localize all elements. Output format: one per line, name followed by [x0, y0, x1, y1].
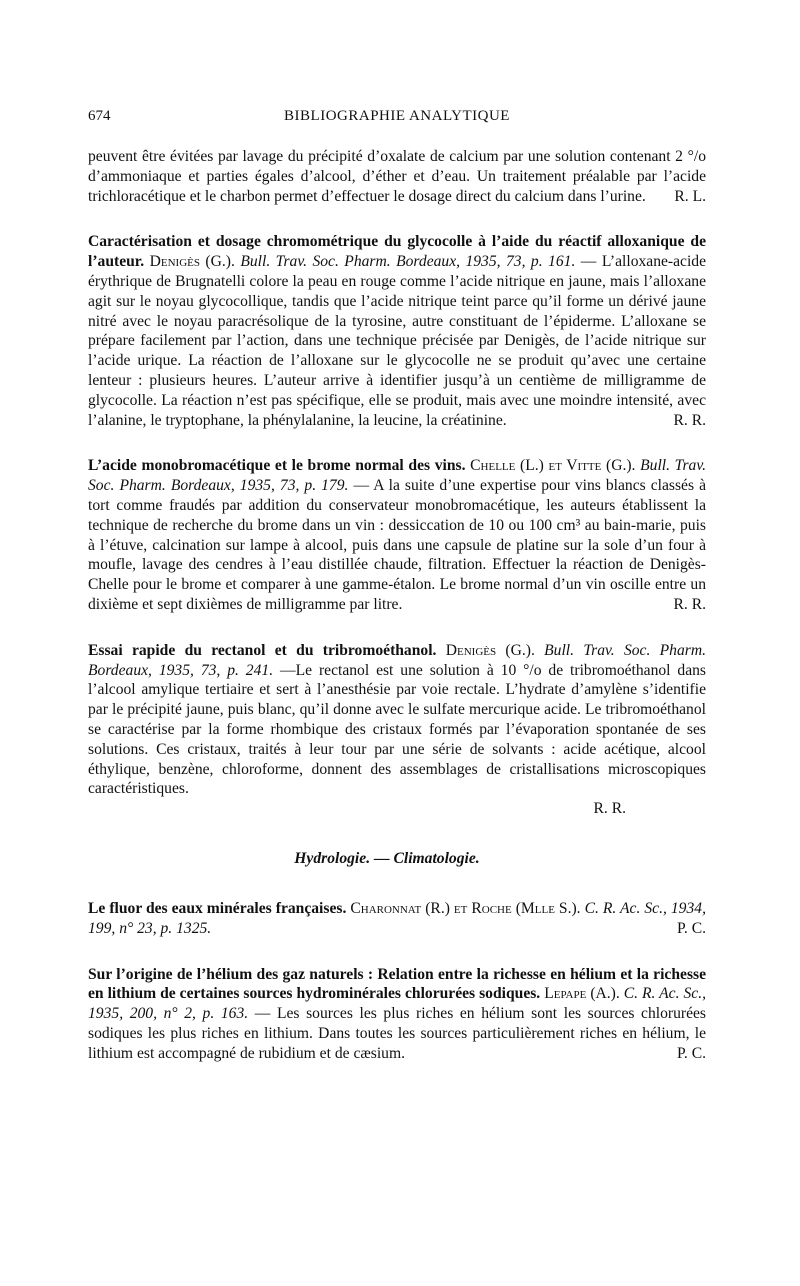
- entry-2: [88, 456, 706, 614]
- entry-signature: P. C.: [676, 1044, 706, 1062]
- entry-1: [88, 232, 706, 430]
- entry-text: — L’alloxane-acide érythrique de Brugnatelli colore la peau en rouge comme l’acide nitrique en jaune, mais l’alloxane agit sur le noyau glycocollique, tandis que l’acide nitrique teint parce qu’il forme un dérivé jaune nitré avec le noyau paracrésolique de la tyrosine, autre constituant de l’épiderme. L’alloxane se prépare facilement par l’action, dans une technique précisée par Denigès, de l’acide nitrique sur l’acide urique. La réaction de l’alloxane sur le glycocolle ne se produit qu’avec une certaine lenteur : plusieurs heures. L’auteur arrive à identifier jusqu’à un centième de milligramme de glycocolle. La réaction n’est pas spécifique, elle se produit, mais avec une moindre intensité, avec l’alanine, le tryptophane, la phénylalanine, la leucine, la créatinine.: [88, 253, 707, 429]
- entry-signature: R. R.: [593, 800, 626, 818]
- entry-title: Essai rapide du rectanol et du tribromoéthanol.: [88, 641, 437, 659]
- entry-author: Chelle (L.) et Vitte (G.).: [470, 457, 636, 475]
- entry-citation: C. R. Ac. Sc., 1934, 199, n° 23, p. 1325.: [88, 899, 706, 937]
- running-title: BIBLIOGRAPHIE ANALYTIQUE: [284, 108, 510, 124]
- entry-signature: P. C.: [676, 919, 706, 937]
- entry-text: — Les sources les plus riches en hélium sont les sources chlorurées sodiques les plus riches en lithium. Dans toutes les sources particulièrement riches en hélium, le lithium est accompagné de rubidium et de cæsium.: [88, 1005, 706, 1062]
- entry-signature: R. L.: [674, 187, 706, 205]
- entry-signature: R. R.: [673, 595, 706, 613]
- entry-title: Caractérisation et dosage chromométrique du glycocolle à l’aide du réactif alloxanique de l’auteur.: [88, 233, 706, 271]
- entry-title: Sur l’origine de l’hélium des gaz naturels : Relation entre la richesse en hélium et la richesse en lithium de certaines sources hydrominérales chlorurées sodiques.: [88, 965, 706, 1003]
- page-body: [88, 147, 706, 1063]
- page-number: 674: [88, 108, 111, 124]
- entry-signature: R. R.: [673, 411, 706, 429]
- entry-5: [88, 965, 706, 1064]
- entry-title: Le fluor des eaux minérales françaises.: [88, 899, 347, 917]
- entry-citation: Bull. Trav. Soc. Pharm. Bordeaux, 1935, 73, p. 241.: [88, 641, 706, 679]
- running-header: [88, 108, 706, 130]
- entry-citation: Bull. Trav. Soc. Pharm. Bordeaux, 1935, 73, p. 179.: [88, 457, 707, 495]
- entry-3: [88, 641, 706, 799]
- entry-author: Charonnat (R.) et Roche (Mlle S.).: [350, 899, 581, 917]
- entry-text: — A la suite d’une expertise pour vins blancs classés à tort comme fraudés par addition du conservateur monobromacétique, les auteurs établissent la technique de recherche du brome dans un vin : dessiccation de 10 ou 100 cm³ au bain-marie, puis à l’étuve, calcination sur lampe à alcool, puis dans une capsule de platine sur la sole d’un four à moufle, lavage des cendres à l’eau distillée chaude, filtration. Effectuer la réaction de Denigès-Chelle pour le brome et comparer à une gamme-étalon. Le brome normal d’un vin oscille entre un dixième et sept dixièmes de milligramme par litre.: [88, 477, 706, 613]
- entry-4: [88, 899, 706, 939]
- entry-0: [88, 147, 706, 206]
- entry-text: —Le rectanol est une solution à 10 °/o de tribromoéthanol dans l’alcool amylique tertiaire et sert à l’anesthésie par voie rectale. L’hydrate d’amylène s’identifie par le précipité jaune, puis blanc, qu’il donne avec le sulfate mercurique acide. Le tribromoéthanol se caractérise par la forme rhombique des cristaux formés par l’évaporation spontanée de ses solutions. Ces cristaux, traités à leur tour par une série de solvants : acide acétique, alcool éthylique, benzène, chloroforme, donnent des assemblages de cristallisations microscopiques caractéristiques.: [88, 661, 706, 798]
- entry-text: peuvent être évitées par lavage du précipité d’oxalate de calcium par une solution contenant 2 °/o d’ammoniaque et parties égales d’alcool, d’éther et d’eau. Un traitement préalable par l’acide trichloracétique et le charbon permet d’effectuer le dosage direct du calcium dans l’urine.: [88, 148, 706, 205]
- entry-title: L’acide monobromacétique et le brome normal des vins.: [88, 457, 466, 475]
- entry-citation: C. R. Ac. Sc., 1935, 200, n° 2, p. 163.: [88, 985, 706, 1023]
- entry-citation: Bull. Trav. Soc. Pharm. Bordeaux, 1935, 73, p. 161.: [240, 253, 576, 271]
- entry-author: Lepape (A.).: [544, 985, 620, 1003]
- section-heading: Hydrologie. — Climatologie.: [294, 849, 480, 867]
- entry-author: Denigès (G.).: [445, 641, 535, 659]
- entry-author: Denigès (G.).: [149, 253, 235, 271]
